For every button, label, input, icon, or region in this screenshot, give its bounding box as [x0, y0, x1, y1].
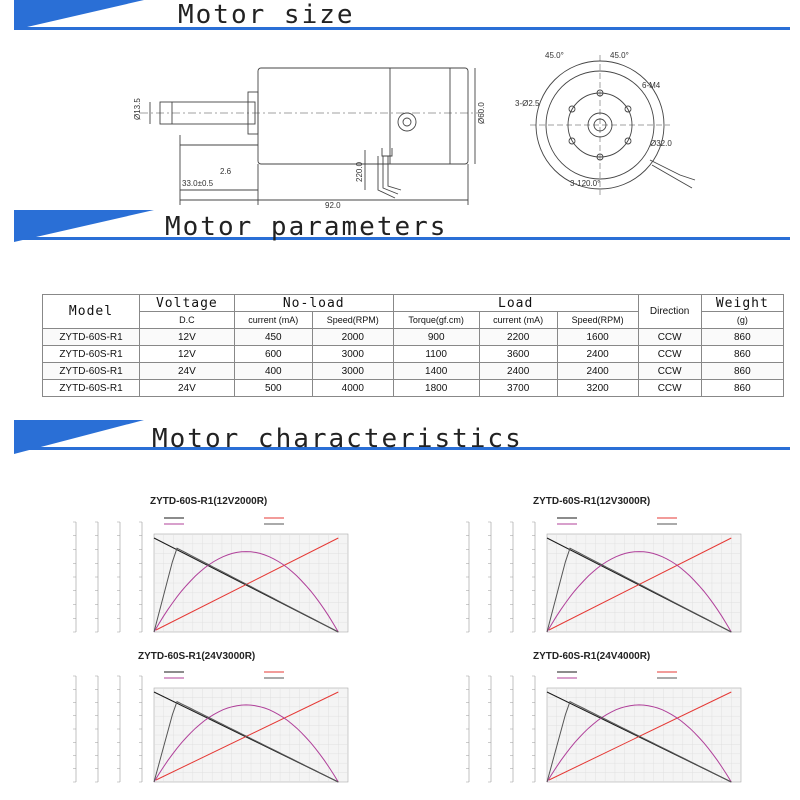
- cell-model: ZYTD-60S-R1: [43, 346, 140, 363]
- cell-l-current: 2200: [479, 329, 557, 346]
- cell-l-speed: 1600: [557, 329, 638, 346]
- cell-torque: 1800: [393, 380, 479, 397]
- table-row: [43, 380, 784, 397]
- dim-angle1: 45.0°: [545, 51, 564, 60]
- header-voltage: Voltage: [139, 295, 234, 312]
- dim-angle2: 45.0°: [610, 51, 629, 60]
- cell-nl-current: 450: [234, 329, 312, 346]
- cell-torque: 900: [393, 329, 479, 346]
- header-nl-speed: Speed(RPM): [312, 312, 393, 329]
- chart-2: [455, 510, 745, 648]
- parameters-table: [42, 294, 784, 397]
- cell-nl-current: 500: [234, 380, 312, 397]
- cell-nl-speed: 3000: [312, 346, 393, 363]
- chart-3: [62, 664, 352, 798]
- cell-l-speed: 2400: [557, 346, 638, 363]
- cell-model: ZYTD-60S-R1: [43, 329, 140, 346]
- header-load: Load: [393, 295, 638, 312]
- motor-drawing: [120, 40, 720, 210]
- cell-l-speed: 2400: [557, 363, 638, 380]
- header-torque: Torque(gf.cm): [393, 312, 479, 329]
- cell-direction: CCW: [638, 380, 701, 397]
- chart-title-1: ZYTD-60S-R1(12V2000R): [150, 496, 268, 507]
- header-weight: Weight: [701, 295, 783, 312]
- banner-underline: [14, 27, 790, 30]
- cell-model: ZYTD-60S-R1: [43, 380, 140, 397]
- cell-weight: 860: [701, 329, 783, 346]
- cell-voltage: 24V: [139, 380, 234, 397]
- cell-model: ZYTD-60S-R1: [43, 363, 140, 380]
- dim-shaft-dia: Ø13.5: [133, 98, 142, 120]
- dim-body-dia: Ø60.0: [477, 102, 486, 124]
- chart-title-2: ZYTD-60S-R1(12V3000R): [533, 496, 651, 507]
- dim-shaft-len: 33.0±0.5: [182, 179, 214, 188]
- chart-title-3: ZYTD-60S-R1(24V3000R): [138, 651, 256, 662]
- dim-pcd: Ø32.0: [650, 139, 672, 148]
- table-row: [43, 329, 784, 346]
- header-nl-current: current (mA): [234, 312, 312, 329]
- cell-voltage: 12V: [139, 329, 234, 346]
- cell-direction: CCW: [638, 346, 701, 363]
- header-noload: No-load: [234, 295, 393, 312]
- cell-torque: 1400: [393, 363, 479, 380]
- section-title-parameters: Motor parameters: [165, 212, 448, 242]
- cell-direction: CCW: [638, 363, 701, 380]
- cell-l-current: 3700: [479, 380, 557, 397]
- cell-direction: CCW: [638, 329, 701, 346]
- cell-nl-current: 400: [234, 363, 312, 380]
- cell-nl-speed: 3000: [312, 363, 393, 380]
- table-row: [43, 363, 784, 380]
- section-title-size: Motor size: [178, 0, 355, 30]
- table-row: [43, 346, 784, 363]
- cell-l-current: 2400: [479, 363, 557, 380]
- cell-voltage: 12V: [139, 346, 234, 363]
- section-banner-characteristics: [0, 420, 800, 454]
- dim-body-len: 92.0: [325, 201, 341, 210]
- cell-weight: 860: [701, 346, 783, 363]
- header-l-current: current (mA): [479, 312, 557, 329]
- dim-angle3: 3-120.0°: [570, 179, 601, 188]
- header-direction: Direction: [638, 295, 701, 329]
- cell-nl-speed: 2000: [312, 329, 393, 346]
- banner-triangle: [14, 0, 144, 30]
- chart-title-4: ZYTD-60S-R1(24V4000R): [533, 651, 651, 662]
- motor-body: [258, 68, 468, 164]
- cell-l-speed: 3200: [557, 380, 638, 397]
- dim-holes-small: 3-Ø2.5: [515, 99, 540, 108]
- section-title-characteristics: Motor characteristics: [152, 424, 523, 454]
- cell-torque: 1100: [393, 346, 479, 363]
- section-banner-size: [0, 0, 800, 34]
- header-l-speed: Speed(RPM): [557, 312, 638, 329]
- cell-weight: 860: [701, 380, 783, 397]
- cell-l-current: 3600: [479, 346, 557, 363]
- cell-weight: 860: [701, 363, 783, 380]
- cell-voltage: 24V: [139, 363, 234, 380]
- header-model: Model: [43, 295, 140, 329]
- header-weight-unit: (g): [701, 312, 783, 329]
- dim-lead-len: 220.0: [355, 161, 364, 182]
- cell-nl-speed: 4000: [312, 380, 393, 397]
- header-dc: D.C: [139, 312, 234, 329]
- dim-step: 2.6: [220, 167, 232, 176]
- section-banner-parameters: [0, 210, 800, 244]
- dim-holes-m4: 6-M4: [642, 81, 661, 90]
- chart-1: [62, 510, 352, 648]
- chart-4: [455, 664, 745, 798]
- cell-nl-current: 600: [234, 346, 312, 363]
